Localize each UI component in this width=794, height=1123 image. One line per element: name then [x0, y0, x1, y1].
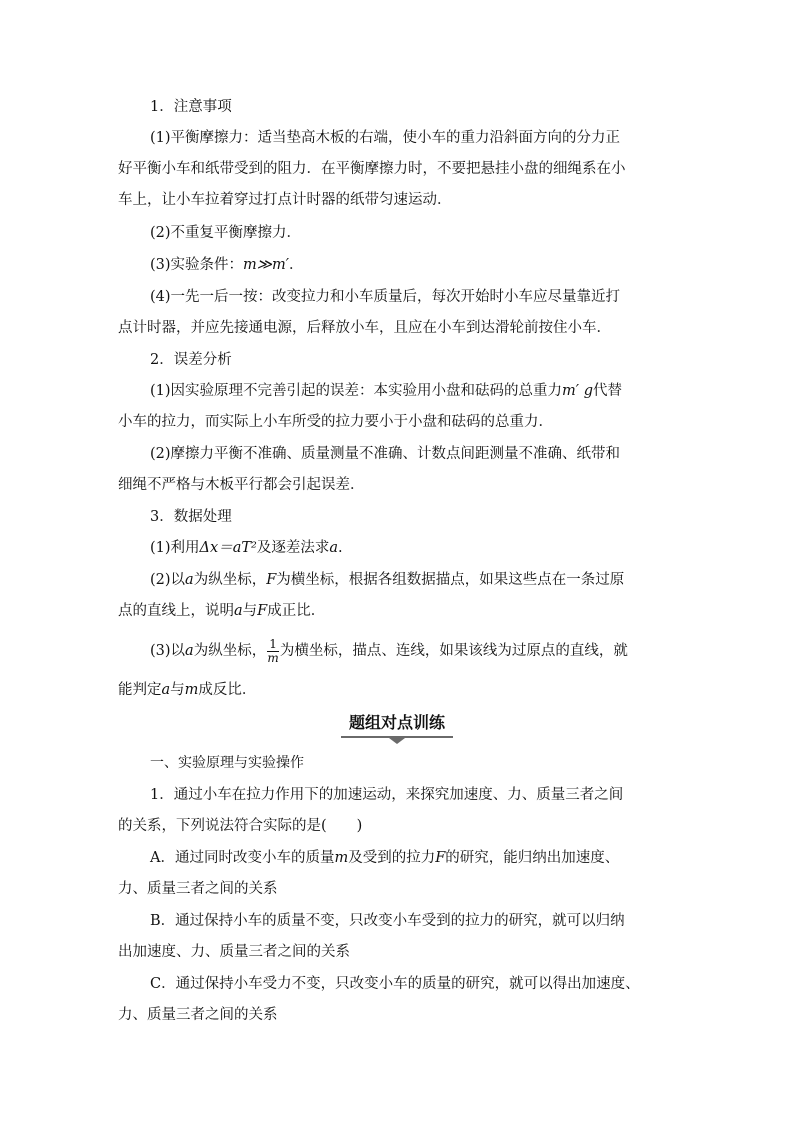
note-2: (2)不重复平衡摩擦力．: [150, 225, 302, 241]
data-3-line-1: [150, 637, 628, 665]
var-f: F: [435, 850, 446, 866]
section-title-underline: [341, 736, 453, 738]
t: (2)以: [150, 572, 186, 588]
heading-error-analysis: 2．误差分析: [150, 352, 232, 368]
var-f: F: [266, 572, 277, 588]
data-2-line-1: [150, 569, 624, 591]
error-1-line-1: [150, 380, 622, 402]
triangle-marker-icon: [389, 738, 405, 744]
data-2-line-2: [118, 600, 325, 622]
t: 与: [170, 682, 185, 698]
t: (3)以: [150, 643, 186, 659]
error-2-line-2: 细绳不严格与木板平行都会引起误差．: [118, 477, 365, 493]
option-b-line-2: 出加速度、力、质量三者之间的关系: [118, 944, 350, 960]
heading-data-processing: 3．数据处理: [150, 509, 232, 525]
var-m: m: [184, 682, 199, 698]
error-1-formula: m′ g: [562, 383, 593, 399]
t: 为纵坐标，: [193, 572, 267, 588]
error-1-line-2: 小车的拉力，而实际上小车所受的拉力要小于小盘和砝码的总重力．: [118, 414, 553, 430]
exercise-heading: 一、实验原理与实验操作: [150, 755, 304, 771]
question-1-line-2: [118, 815, 362, 837]
t: 的关系，下列说法符合实际的是(: [118, 818, 327, 834]
t: A．通过同时改变小车的质量: [150, 850, 335, 866]
var-a: a: [161, 682, 171, 698]
t: 点的直线上，说明: [118, 603, 234, 619]
section-title: [0, 712, 794, 738]
fraction-denominator: m: [267, 650, 279, 665]
var-a: a: [185, 643, 194, 659]
option-c-line-1: C．通过保持小车受力不变，只改变小车的质量的研究，就可以得出加速度、: [150, 976, 640, 992]
note-3-formula: m≫m′: [243, 257, 290, 273]
t: 的研究，能归纳出加速度、: [445, 850, 620, 866]
error-2-line-1: (2)摩擦力平衡不准确、质量测量不准确、计数点间距测量不准确、纸带和: [150, 446, 621, 462]
t: 为横坐标，根据各组数据描点，如果这些点在一条过原: [276, 572, 625, 588]
note-3-text: (3)实验条件：: [150, 257, 244, 273]
t: 能判定: [118, 682, 162, 698]
data-3-line-2: [118, 679, 256, 701]
note-3-end: ．: [289, 257, 304, 273]
section-title-text: 题组对点训练: [348, 713, 445, 732]
var-a: a: [185, 572, 194, 588]
note-1-line-2: 好平衡小车和纸带受到的阻力．在平衡摩擦力时，不要把悬挂小盘的细绳系在小: [118, 161, 626, 177]
note-3: [150, 254, 304, 276]
note-1-line-3: 车上，让小车拉着穿过打点计时器的纸带匀速运动．: [118, 192, 452, 208]
t: 为纵坐标，: [193, 643, 267, 659]
note-4-line-2: 点计时器，并应先接通电源，后释放小车，且应在小车到达滑轮前按住小车．: [118, 320, 611, 336]
data-1-text: (1)利用: [150, 540, 200, 556]
option-a-line-1: [150, 847, 619, 869]
data-1-text-mid: 及逐差法求: [256, 540, 330, 556]
note-4-line-1: (4)一先一后一按：改变拉力和小车质量后，每次开始时小车应尽量靠近打: [150, 289, 621, 305]
t: 为横坐标，描点、连线，如果该线为过原点的直线，就: [279, 643, 628, 659]
t: 及受到的拉力: [348, 850, 436, 866]
data-1-end: .: [337, 540, 343, 556]
data-1-formula: Δx＝aT²: [199, 540, 257, 556]
data-1: [150, 537, 343, 559]
data-1-var: a: [329, 540, 338, 556]
error-1-text-end: 代替: [592, 383, 622, 399]
fraction-1-over-m: [267, 638, 279, 665]
fraction-numerator: 1: [269, 636, 277, 651]
heading-notes: 1．注意事项: [150, 99, 232, 115]
option-a-line-2: 力、质量三者之间的关系: [118, 881, 278, 897]
var-f: F: [257, 603, 268, 619]
t: ): [356, 818, 363, 834]
error-1-text: (1)因实验原理不完善引起的误差：本实验用小盘和砝码的总重力: [150, 383, 563, 399]
note-1-line-1: (1)平衡摩擦力：适当垫高木板的右端，使小车的重力沿斜面方向的分力正: [150, 130, 621, 146]
var-m: m: [334, 850, 349, 866]
question-1-line-1: 1．通过小车在拉力作用下的加速运动，来探究加速度、力、质量三者之间: [150, 787, 624, 803]
option-c-line-2: 力、质量三者之间的关系: [118, 1007, 278, 1023]
t: 与: [242, 603, 258, 619]
var-a: a: [234, 603, 243, 619]
t: 成正比．: [267, 603, 326, 619]
t: 成反比．: [198, 682, 257, 698]
option-b-line-1: B．通过保持小车的质量不变，只改变小车受到的拉力的研究，就可以归纳: [150, 913, 625, 929]
